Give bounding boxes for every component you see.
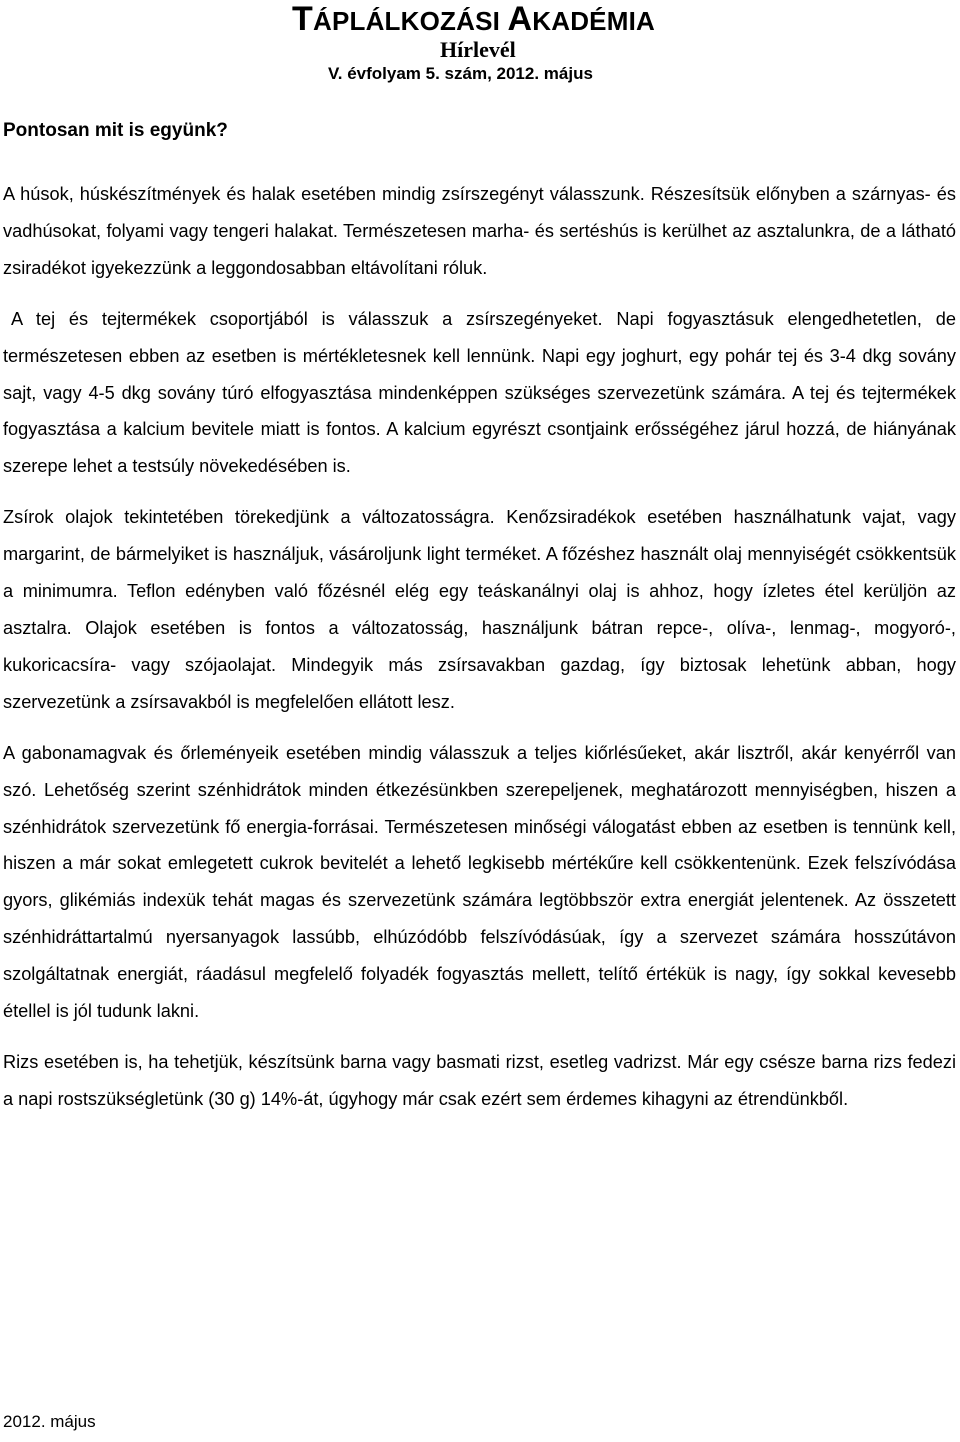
paragraph-rice: Rizs esetében is, ha tehetjük, készítsünk barna vagy basmati rizst, esetleg vadrizst. Már egy csésze barna rizs fedezi a napi rostszükségletünk (30 g) 14%-át, úgyhogy már csak ezért sem érdemes kihagyni az étrendünkből. (3, 1051, 956, 1109)
paragraph-meat-fish: A húsok, húskészítmények és halak esetében mindig zsírszegényt válasszunk. Részesítsük előnyben a szárnyas- és vadhúsokat, folyami vagy tengeri halakat. Természetesen marha- és sertéshús is kerülhet az asztalunkra, de a látható zsiradékot igyekezzünk a leggondosabban eltávolítani róluk. (3, 184, 956, 278)
section-heading: Pontosan mit is együnk? (3, 120, 228, 141)
newsletter-subtitle: Hírlevél (440, 37, 516, 62)
paragraph-fats-oils: Zsírok olajok tekintetében törekedjünk a változatosságra. Kenőzsiradékok esetében használhatunk vajat, vagy margarint, de bármelyiket is használjuk, vásároljunk light terméket. A főzéshez használt olaj mennyiségét csökkentsük a minimumra. Teflon edényben való főzésnél elég egy teáskanálnyi olaj is ahhoz, hogy ízletes étel kerüljön az asztalra. Olajok esetében is fontos a változatosság, használjunk bátran repce-, olíva-, lenmag-, mogyoró-, kukoricacsíra- vagy szójaolajat. Mindegyik más zsírsavakban gazdag, így biztosak lehetünk abban, hogy szervezetünk a zsírsavakból is megfelelően ellátott lesz. (3, 507, 956, 712)
paragraph-grains: A gabonamagvak és őrleményeik esetében mindig válasszuk a teljes kiőrlésűeket, akár lisztről, akár kenyérről van szó. Lehetőség szerint szénhidrátok minden étkezésünkben szerepeljenek, meghatározott mennyiségben, hiszen a szénhidrátok szervezetünk fő energia-forrásai. Természetesen minőségi válogatást ebben az esetben is tennünk kell, hiszen a már sokat emlegetett cukrok bevitelét a lehető legkisebb mértékűre kell csökkentenünk. Ezek felszívódása gyors, glikémiás indexük tehát magas és szervezetünk számára legtöbbször extra energiát jelentenek. Az összetett szénhidráttartalmú nyersanyagok lassúbb, elhúzódóbb felszívódásúak, így a szervezet számára hosszútávon szolgáltatnak energiát, ráadásul megfelelő folyadék fogyasztás mellett, telítő értékük is nagy, így sokkal kevesebb étellel is jól tudunk lakni. (3, 742, 956, 1022)
issue-info: V. évfolyam 5. szám, 2012. május (328, 64, 593, 83)
title-word-taplalkozasi: ÁPLÁLKOZÁSI (312, 6, 508, 36)
title-initial-a: A (507, 0, 533, 38)
title-initial-t: T (292, 0, 313, 38)
article-body (3, 176, 956, 1132)
paragraph-dairy: A tej és tejtermékek csoportjából is válasszuk a zsírszegényeket. Napi fogyasztásuk elengedhetetlen, de természetesen ebben az esetben is mértékletesnek kell lennünk. Napi egy joghurt, egy pohár tej és 3-4 dkg sovány sajt, vagy 4-5 dkg sovány túró elfogyasztása mindenképpen szükséges szervezetünk számára. A tej és tejtermékek fogyasztása a kalcium bevitele miatt is fontos. A kalcium egyrészt csontjaink erősségéhez járul hozzá, de hiányának szerepe lehet a testsúly növekedésében is. (3, 308, 956, 477)
newsletter-title (292, 2, 672, 38)
newsletter-header (292, 2, 672, 86)
title-word-akademia: KADÉMIA (532, 6, 655, 36)
footer-date: 2012. május (3, 1412, 96, 1431)
